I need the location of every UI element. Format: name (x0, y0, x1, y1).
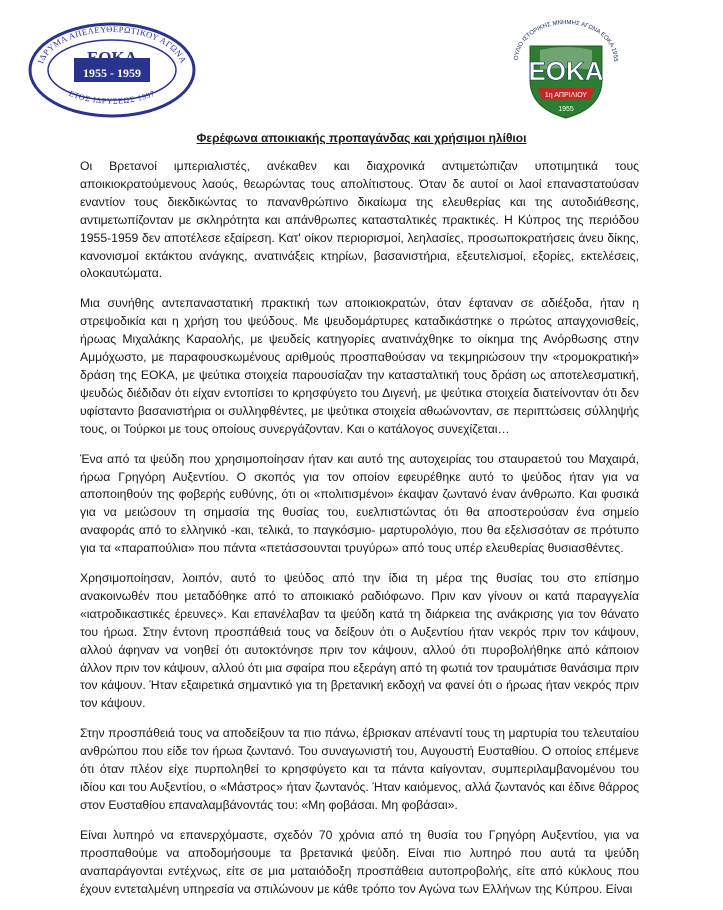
foundation-year-text: ΕΤΟΣ ΙΔΡΥΣΕΩΣ 1997 (67, 88, 157, 106)
paragraph: Οι Βρετανοί ιμπεριαλιστές, ανέκαθεν και διαχρονικά αντιμετώπιζαν υποτιμητικά τους αποικιοκρατούμενους λαούς, θεωρώντας τους απολίτιστους. Όταν δε αυτοί οι λαοί επαναστατούσαν εναντίον τους διεκδικώντας το πανανθρώπινο δικαίωμα της ελευθερίας και της αυτοδιάθεσης, αντιμετωπίζονταν με σκληρότητα και απάνθρωπες κατασταλτικές πρακτικές. Η Κύπρος της περιόδου 1955-1959 δεν αποτέλεσε εξαίρεση. Κατ' οίκον περιορισμοί, λεηλασίες, προσωποκρατήσεις άνευ δίκης, κανονισμοί εκτάκτου ανάγκης, ανατινάξεις κτηρίων, βασανιστήρια, εξευτελισμοί, εξορίες, εκτελέσεις, ολοκαυτώματα. (80, 159, 639, 281)
foundation-ring-text: ΙΔΡΥΜΑ ΑΠΕΛΕΥΘΕΡΩΤΙΚΟΥ ΑΓΩΝΑ (35, 23, 189, 65)
council-date: 1η ΑΠΡΙΛΙΟΥ (544, 92, 588, 99)
article-title: Φερέφωνα αποικιακής προπαγάνδας και χρήσιμοι ηλίθιοι (196, 131, 527, 145)
paragraph: Μια συνήθης αντεπαναστατική πρακτική των αποικιοκρατών, όταν έφταναν σε αδιέξοδα, ήταν η στρεψοδικία και η χρήση του ψεύδους. Με ψευδομάρτυρες καταδικάστηκε ο πρώτος απαγχονισθείς, ήρωας Μιχαλάκης Καραολής, με ψευδείς κατηγορίες ανατινάχθηκε το οίκημα της Ανόρθωσης στην Αμμόχωστο, με παραφουσκωμένους αριθμούς προσπαθούσαν να τεκμηριώσουν την «τρομοκρατική» δράση της ΕΟΚΑ, με ψεύτικα στοιχεία παρουσίαζαν την κατασταλτική τους δράση ως αποτελεσματική, ψευδώς διέδιδαν ότι είχαν εντοπίσει το κρησφύγετο του Διγενή, με ψεύτικα στοιχεία διατείνονταν ότι δεν υφίσταντο βασανιστήρια οι συλληφθέντες, με ψεύτικα στοιχεία αθωώνονταν, σε περιπτώσεις σύλληψής τους, οι Τούρκοι με τους οποίους συνεργάζονταν. Και ο κατάλογος συνεχίζεται… (80, 296, 639, 436)
paragraph: Στην προσπάθειά τους να αποδείξουν τα πιο πάνω, έβρισκαν απέναντί τους τη μαρτυρία του τελευταίου ανθρώπου που είδε τον ήρωα ζωντανό. Του συναγωνιστή του, Αυγουστή Ευσταθίου. Ο οποίος επέμενε ότι όταν πλέον είχε πυρποληθεί το κρησφύγετο και τα πάντα καίγονταν, συμπεριλαμβανομένου του ιδίου και του Αυξεντίου, ο «Μάστρος» ήταν ζωντανός. Ήταν καιόμενος, αλλά ζωντανός και έδινε θάρρος στον Ευσταθίου επαναλαμβάνοντάς του: «Μη φοβάσαι. Μη φοβάσαι». (80, 726, 639, 812)
foundation-logo (28, 22, 196, 118)
council-shield-icon (500, 20, 632, 120)
paragraph: Ένα από τα ψεύδη που χρησιμοποίησαν ήταν και αυτό της αυτοχειρίας του σταυραετού του Μαχαιρά, ήρωα Γρηγόρη Αυξεντίου. Ο σκοπός για τον οποίον εφευρέθηκε αυτό το ψεύδος ήταν για να αποποιηθούν της φοβερής ευθύνης, ότι οι «πολιτισμένοι» έκαψαν ζωντανό έναν άνθρωπο. Και φυσικά για να μειώσουν τη σημασία της θυσίας του, ευελπιστώντας ότι θα αποστερούσαν ένα σημείο αναφοράς από το ελληνικό -και, τελικά, το παγκόσμιο- μαρτυρολόγιο, που θα εξελισσόταν σε πρότυπο για τα «παραπούλια» που πάντα «πετάσσουνται τρυγύρω» από τους υπέρ ελευθερίας θυσιασθέντες. (80, 451, 639, 556)
article-body (80, 158, 639, 910)
foundation-years: 1955 - 1959 (83, 66, 141, 80)
council-year: 1955 (558, 106, 574, 113)
paragraph: Είναι λυπηρό να επανερχόμαστε, σχεδόν 70 χρόνια από τη θυσία του Γρηγόρη Αυξεντίου, για να προσπαθούμε να αποδομήσουμε τα βρετανικά ψεύδη. Είναι πιο λυπηρό που αυτά τα ψεύδη αναπαράγονται εντέχνως, είτε σε μια ματαιόδοξη προσπάθεια αυτοπροβολής, είτε από κύκλους που έχουν εντεταλμένη υπηρεσία να σπιλώνουν με κάθε τρόπο τον Αγώνα των Ελλήνων της Κύπρου. Είναι (80, 827, 639, 896)
council-logo (500, 20, 632, 120)
council-name: ΕΟΚΑ (528, 56, 604, 86)
paragraph: Χρησιμοποίησαν, λοιπόν, αυτό το ψεύδος από την ίδια τη μέρα της θυσίας του στο επίσημο ανακοινωθέν που μεταδόθηκε από το αποικιακό ραδιόφωνο. Πριν καν γίνουν οι κατά παραγγελία «ιατροδικαστικές έρευνες». Και επανέλαβαν τα ψεύδη κατά τη διάρκεια της ανάκρισης για τον θάνατο του ήρωα. Στην έντονη προσπάθειά τους να δείξουν ότι ο Αυξεντίου ήταν νεκρός πριν τον κάψουν, αλλού άφηναν να νοηθεί ότι αυτοκτόνησε πριν τον κάψουν, αλλού ότι πυροβολήθηκε από κάποιον άλλον πριν τον κάψουν, αλλού ότι μια σφαίρα που εξεράγη από τη φωτιά τον τραυμάτισε θανάσιμα πριν τον κάψουν. Ήταν εξαιρετικά σημαντικό για τη βρετανική εκδοχή να φανεί ότι ο ήρωας ήταν νεκρός πριν τον κάψουν. (80, 571, 639, 711)
foundation-seal-icon (28, 22, 196, 118)
foundation-name: ΕΟΚΑ (86, 48, 138, 67)
council-ring-text: ΟΥΛΙΟ ΙΣΤΟΡΙΚΗΣ ΜΝΗΜΗΣ ΑΓΩΝΑ ΕΟΚΑ 1955 (513, 20, 619, 62)
